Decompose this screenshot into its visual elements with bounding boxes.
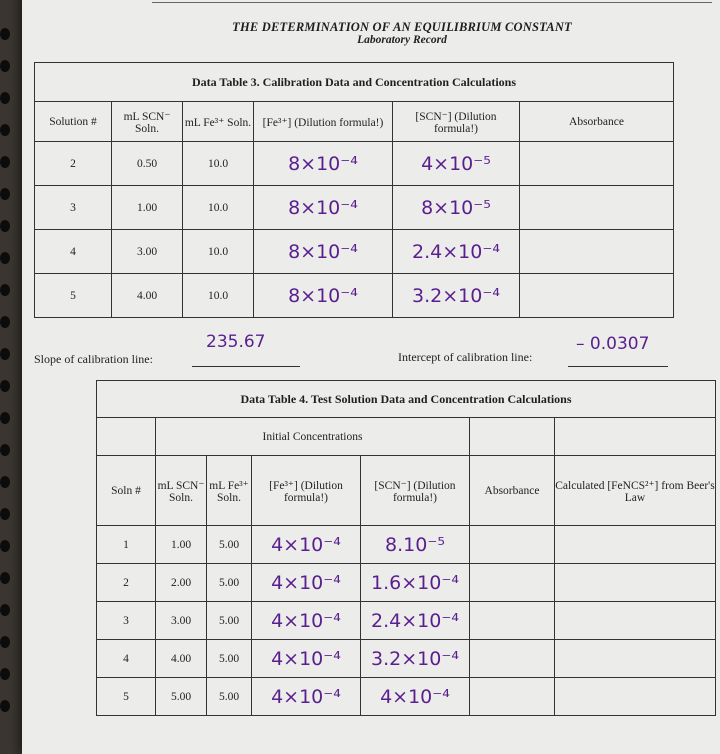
cell-ml-fe: 5.00 (207, 640, 252, 678)
table-row (97, 564, 716, 602)
col-header-scn-conc: [SCN⁻] (Dilution formula!) (393, 102, 520, 142)
col-header-calculated: Calculated [FeNCS²⁺] from Beer's Law (555, 456, 716, 526)
binder-hole (0, 156, 10, 168)
cell-absorbance (520, 186, 674, 230)
cell-ml-scn: 4.00 (112, 274, 183, 318)
cell-absorbance (470, 526, 555, 564)
calibration-table (34, 62, 674, 318)
binder-hole (0, 348, 10, 360)
cell-fe-conc: 8×10⁻⁴ (254, 274, 393, 318)
cell-scn-conc: 1.6×10⁻⁴ (361, 564, 470, 602)
cell-calculated (555, 564, 716, 602)
cell-soln: 1 (97, 526, 156, 564)
cell-fe-conc: 8×10⁻⁴ (254, 230, 393, 274)
cell-fe-conc: 4×10⁻⁴ (252, 526, 361, 564)
col-header-scn-conc: [SCN⁻] (Dilution formula!) (361, 456, 470, 526)
table-row (35, 142, 674, 186)
empty-header-cell (470, 418, 555, 456)
cell-calculated (555, 526, 716, 564)
cell-fe-conc: 4×10⁻⁴ (252, 564, 361, 602)
cell-absorbance (470, 602, 555, 640)
table-row (35, 186, 674, 230)
col-header-ml-scn: mL SCN⁻ Soln. (156, 456, 207, 526)
binder-hole (0, 316, 10, 328)
table4-caption: Data Table 4. Test Solution Data and Concentration Calculations (97, 381, 716, 418)
worksheet-page (22, 0, 720, 754)
intercept-value: – 0.0307 (576, 334, 650, 354)
table-row (97, 640, 716, 678)
cell-absorbance (470, 564, 555, 602)
col-header-absorbance: Absorbance (520, 102, 674, 142)
cell-scn-conc: 3.2×10⁻⁴ (361, 640, 470, 678)
intercept-underline (568, 366, 668, 367)
cell-absorbance (470, 640, 555, 678)
cell-fe-conc: 4×10⁻⁴ (252, 678, 361, 716)
cell-scn-conc: 2.4×10⁻⁴ (361, 602, 470, 640)
col-header-ml-fe: mL Fe³⁺ Soln. (207, 456, 252, 526)
cell-ml-scn: 5.00 (156, 678, 207, 716)
cell-scn-conc: 8.10⁻⁵ (361, 526, 470, 564)
empty-header-cell (555, 418, 716, 456)
col-header-absorbance: Absorbance (470, 456, 555, 526)
cell-solution: 5 (35, 274, 112, 318)
table3-caption: Data Table 3. Calibration Data and Concentration Calculations (35, 63, 674, 102)
cell-absorbance (470, 678, 555, 716)
cell-ml-scn: 1.00 (156, 526, 207, 564)
intercept-label: Intercept of calibration line: (398, 350, 533, 364)
binder-hole (0, 220, 10, 232)
page-title: THE DETERMINATION OF AN EQUILIBRIUM CONSTANT (232, 20, 572, 34)
table-row (35, 230, 674, 274)
cell-ml-fe: 5.00 (207, 526, 252, 564)
slope-value: 235.67 (206, 332, 266, 352)
cell-ml-fe: 10.0 (183, 186, 254, 230)
col-header-fe-conc: [Fe³⁺] (Dilution formula!) (254, 102, 393, 142)
cell-solution: 4 (35, 230, 112, 274)
binder-hole (0, 188, 10, 200)
empty-header-cell (97, 418, 156, 456)
table-row (35, 274, 674, 318)
binder-hole (0, 28, 10, 40)
cell-soln: 3 (97, 602, 156, 640)
cell-ml-fe: 5.00 (207, 564, 252, 602)
binder-hole (0, 284, 10, 296)
binder-hole (0, 92, 10, 104)
binder-hole (0, 668, 10, 680)
cell-fe-conc: 8×10⁻⁴ (254, 186, 393, 230)
cell-calculated (555, 640, 716, 678)
cell-absorbance (520, 230, 674, 274)
cell-ml-fe: 10.0 (183, 230, 254, 274)
binder-hole (0, 636, 10, 648)
cell-fe-conc: 4×10⁻⁴ (252, 640, 361, 678)
cell-ml-scn: 1.00 (112, 186, 183, 230)
col-header-soln: Soln # (97, 456, 156, 526)
binder-hole (0, 380, 10, 392)
cell-ml-scn: 3.00 (156, 602, 207, 640)
table-row (97, 678, 716, 716)
page-subtitle: Laboratory Record (357, 34, 447, 46)
cell-solution: 3 (35, 186, 112, 230)
binder-hole (0, 444, 10, 456)
cell-ml-fe: 5.00 (207, 678, 252, 716)
binder-hole (0, 476, 10, 488)
cell-scn-conc: 3.2×10⁻⁴ (393, 274, 520, 318)
cell-absorbance (520, 274, 674, 318)
cell-ml-fe: 5.00 (207, 602, 252, 640)
col-header-ml-scn: mL SCN⁻ Soln. (112, 102, 183, 142)
cell-scn-conc: 8×10⁻⁵ (393, 186, 520, 230)
binder-hole (0, 604, 10, 616)
cell-scn-conc: 4×10⁻⁴ (361, 678, 470, 716)
col-header-ml-fe: mL Fe³⁺ Soln. (183, 102, 254, 142)
cell-fe-conc: 8×10⁻⁴ (254, 142, 393, 186)
cell-soln: 2 (97, 564, 156, 602)
table-row (97, 526, 716, 564)
binder-hole (0, 60, 10, 72)
cell-scn-conc: 2.4×10⁻⁴ (393, 230, 520, 274)
binder-hole (0, 508, 10, 520)
binder-hole (0, 124, 10, 136)
binder-hole (0, 412, 10, 424)
initial-concentrations-header: Initial Concentrations (156, 418, 470, 456)
cell-soln: 4 (97, 640, 156, 678)
cell-ml-scn: 4.00 (156, 640, 207, 678)
cell-solution: 2 (35, 142, 112, 186)
cell-ml-fe: 10.0 (183, 274, 254, 318)
binder-hole (0, 700, 10, 712)
cell-ml-scn: 0.50 (112, 142, 183, 186)
col-header-solution: Solution # (35, 102, 112, 142)
cell-absorbance (520, 142, 674, 186)
cell-ml-scn: 3.00 (112, 230, 183, 274)
binder-hole (0, 572, 10, 584)
binder-hole (0, 540, 10, 552)
header-rule (152, 2, 712, 3)
cell-ml-scn: 2.00 (156, 564, 207, 602)
cell-calculated (555, 602, 716, 640)
table-row (97, 602, 716, 640)
cell-ml-fe: 10.0 (183, 142, 254, 186)
slope-underline (192, 366, 300, 367)
cell-calculated (555, 678, 716, 716)
cell-soln: 5 (97, 678, 156, 716)
binder-hole (0, 252, 10, 264)
cell-fe-conc: 4×10⁻⁴ (252, 602, 361, 640)
slope-label: Slope of calibration line: (34, 352, 153, 366)
col-header-fe-conc: [Fe³⁺] (Dilution formula!) (252, 456, 361, 526)
test-solution-table (96, 380, 716, 716)
cell-scn-conc: 4×10⁻⁵ (393, 142, 520, 186)
